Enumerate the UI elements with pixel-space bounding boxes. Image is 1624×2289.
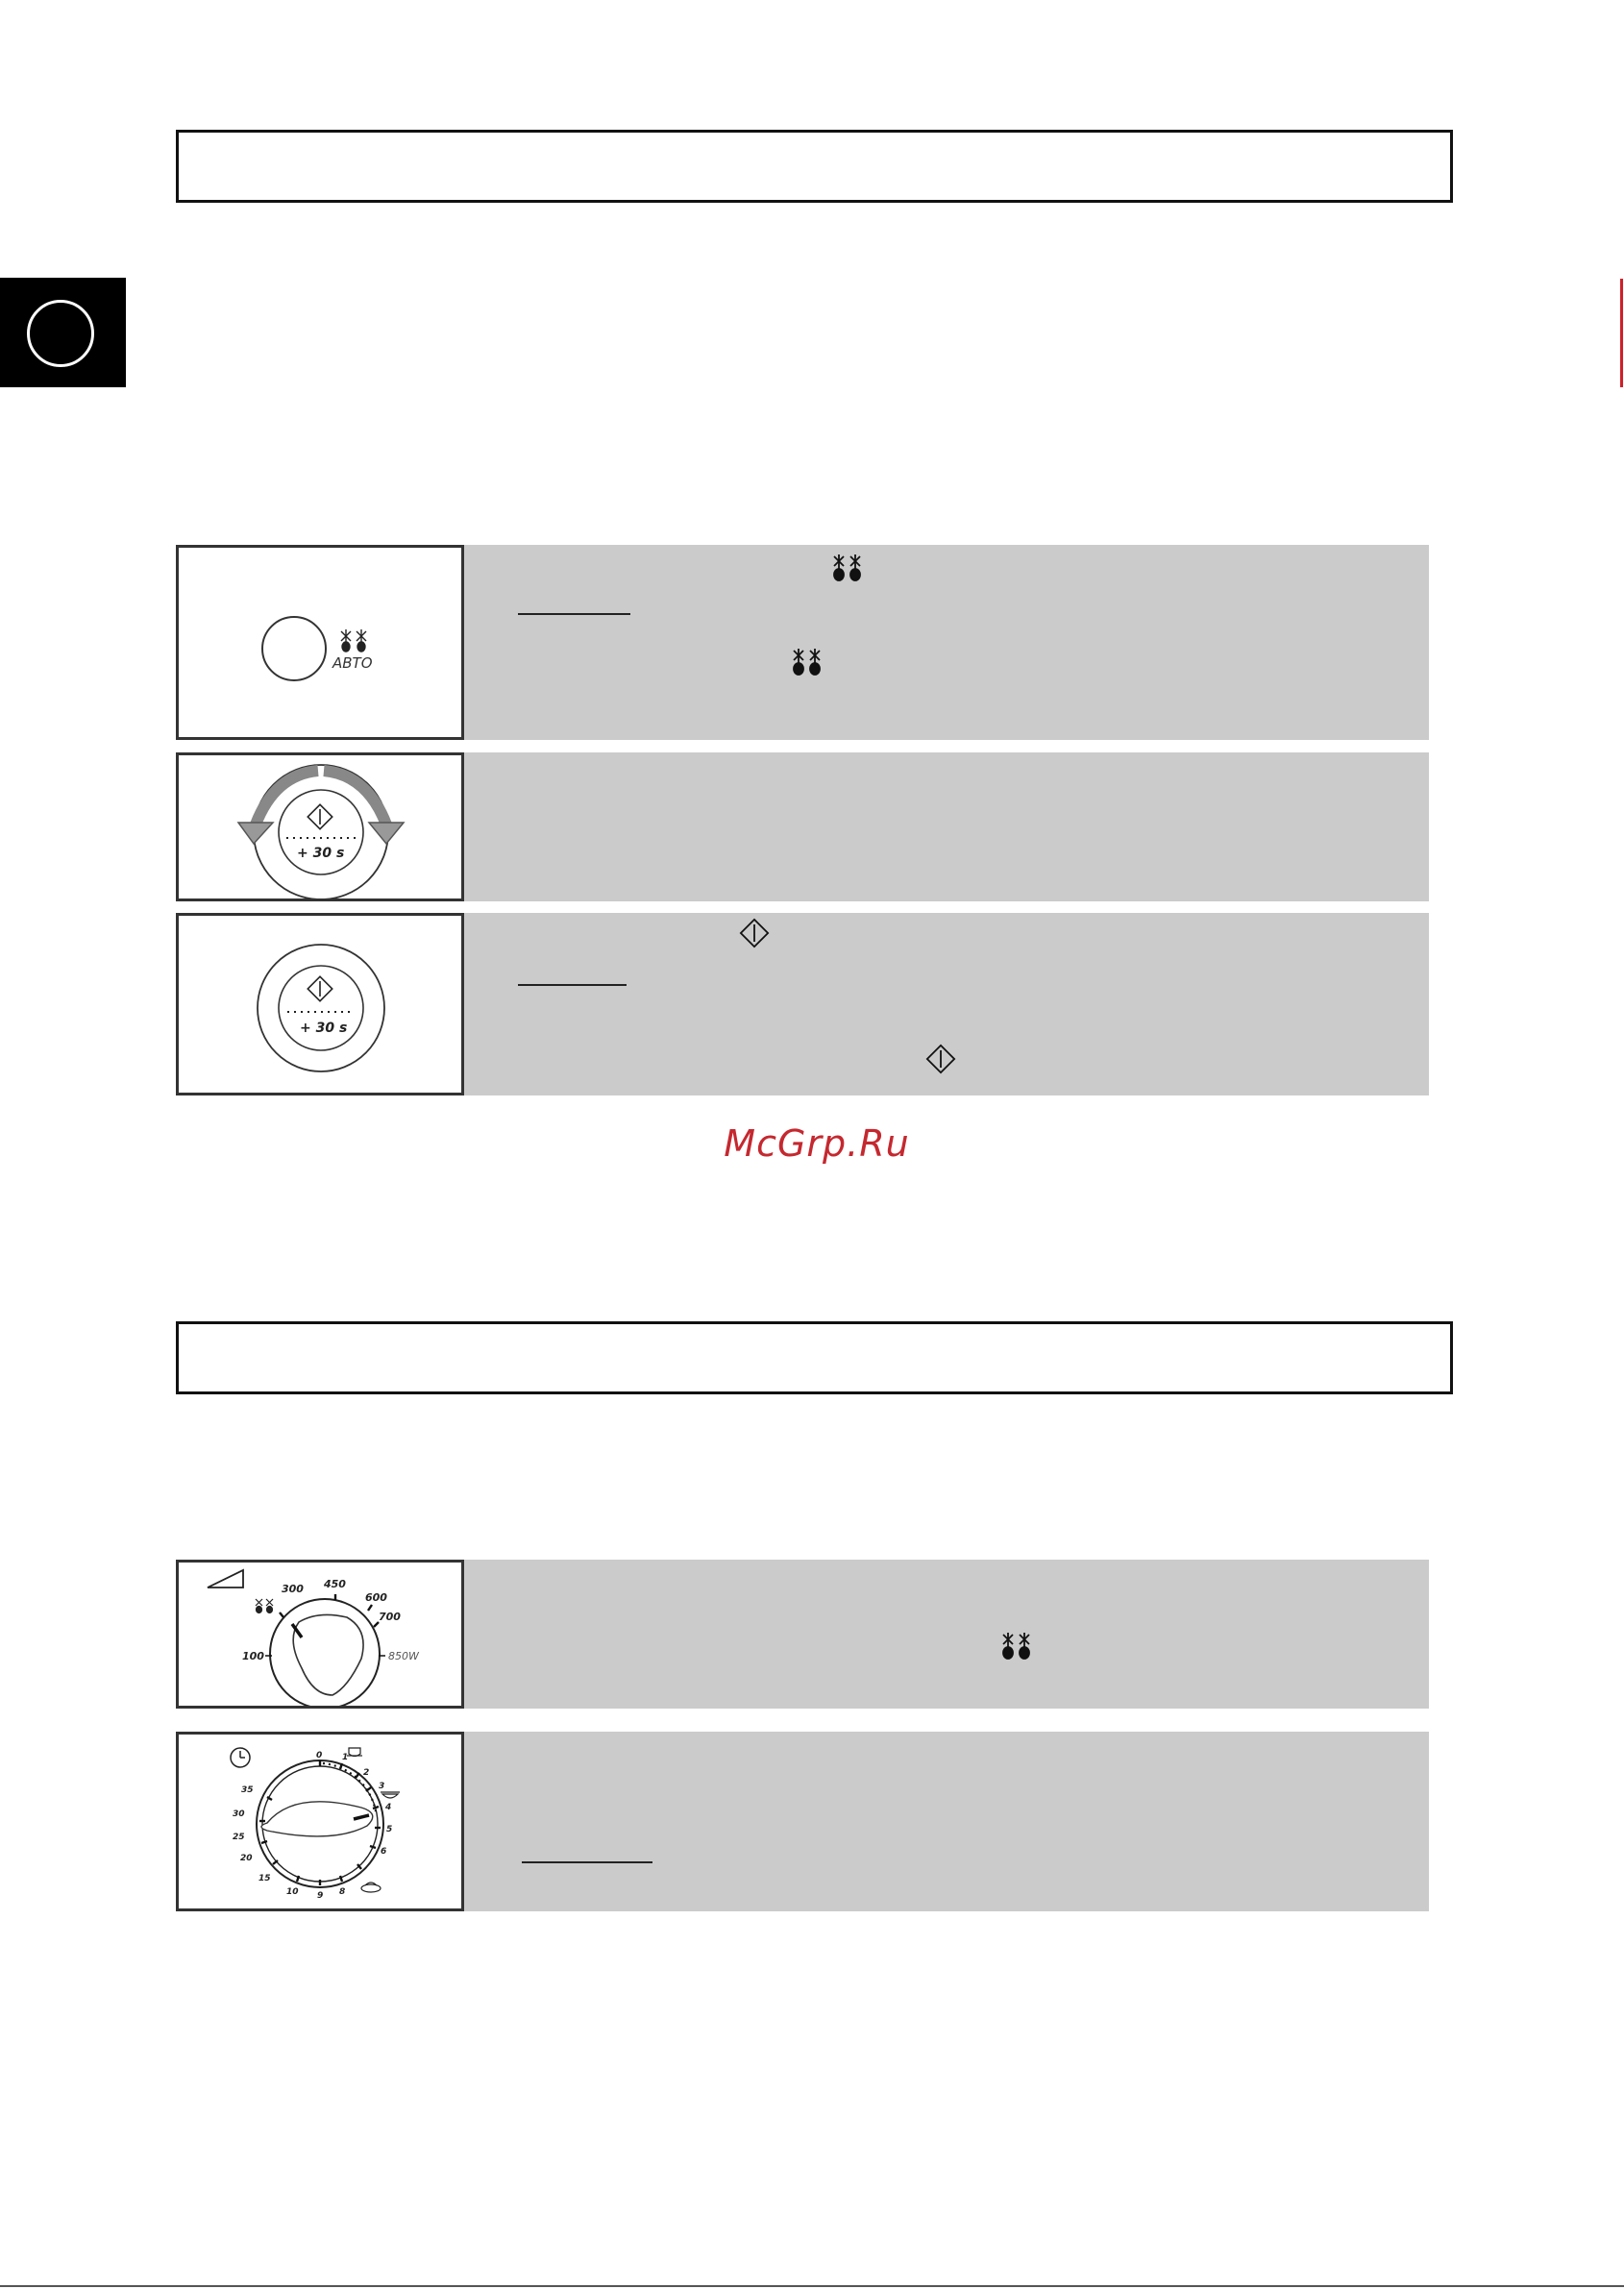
timer-label-3: 3 [379, 1782, 385, 1791]
page-edge-marker [1620, 279, 1623, 387]
defrost-icon [1000, 1632, 1033, 1662]
power-label-300: 300 [282, 1583, 304, 1595]
timer-label-15: 15 [258, 1874, 271, 1883]
section-header-box-2 [176, 1321, 1453, 1394]
step-3-panel [464, 913, 1429, 1095]
timer-dial-illustration [176, 1732, 464, 1911]
timer-label-0: 0 [316, 1751, 323, 1760]
plus-30s-label: + 30 s [300, 1021, 348, 1036]
timer-label-10: 10 [286, 1887, 299, 1897]
timer-label-30: 30 [233, 1809, 245, 1819]
page-bottom-rule [0, 2285, 1624, 2287]
timer-label-5: 5 [386, 1825, 393, 1834]
underline-mark [518, 613, 630, 615]
timer-label-35: 35 [241, 1785, 254, 1795]
power-label-700: 700 [379, 1611, 401, 1623]
timer-label-25: 25 [233, 1833, 245, 1842]
timer-dial [179, 1735, 461, 1908]
step-2-panel [464, 752, 1429, 901]
timer-label-9: 9 [317, 1891, 324, 1901]
defrost-button-illustration [179, 548, 461, 737]
defrost-icon [256, 1599, 273, 1613]
timer-label-1: 1 [342, 1753, 349, 1762]
timer-label-4: 4 [385, 1803, 392, 1812]
power-dial-illustration [176, 1560, 464, 1709]
clock-icon [231, 1748, 250, 1767]
auto-label: АВТО [332, 654, 373, 672]
power-level-dial [179, 1563, 461, 1706]
section-header-box-1 [176, 130, 1453, 203]
step-4-panel [464, 1560, 1429, 1709]
plus-30s-label: + 30 s [297, 846, 345, 861]
language-circle-icon [27, 300, 94, 367]
step-3-illustration [176, 913, 464, 1095]
start-icon [924, 1043, 957, 1075]
dish-icon [361, 1883, 381, 1892]
bowl-icon [381, 1792, 400, 1798]
defrost-icon [831, 554, 864, 584]
power-label-100: 100 [242, 1650, 264, 1662]
defrost-icon [791, 648, 824, 678]
step-2-illustration [176, 752, 464, 901]
timer-label-20: 20 [240, 1854, 253, 1863]
step-5-panel [464, 1732, 1429, 1911]
power-label-450: 450 [324, 1578, 346, 1590]
defrost-icon [341, 629, 366, 652]
cup-icon [347, 1748, 362, 1757]
round-button-icon [262, 617, 326, 680]
start-icon [738, 917, 771, 949]
language-tab [0, 278, 126, 387]
power-label-850w: 850W [388, 1650, 419, 1662]
step-1-panel [464, 545, 1429, 740]
timer-label-6: 6 [381, 1847, 387, 1857]
watermark: McGrp.Ru [724, 1122, 910, 1165]
step-1-illustration [176, 545, 464, 740]
start-button-illustration [179, 916, 461, 1093]
power-label-600: 600 [365, 1591, 387, 1604]
timer-label-2: 2 [363, 1768, 370, 1778]
underline-mark [518, 984, 627, 986]
power-ramp-icon [208, 1570, 243, 1588]
rotary-dial-turn-illustration [179, 755, 461, 898]
timer-label-8: 8 [339, 1887, 346, 1897]
underline-mark [522, 1861, 652, 1863]
